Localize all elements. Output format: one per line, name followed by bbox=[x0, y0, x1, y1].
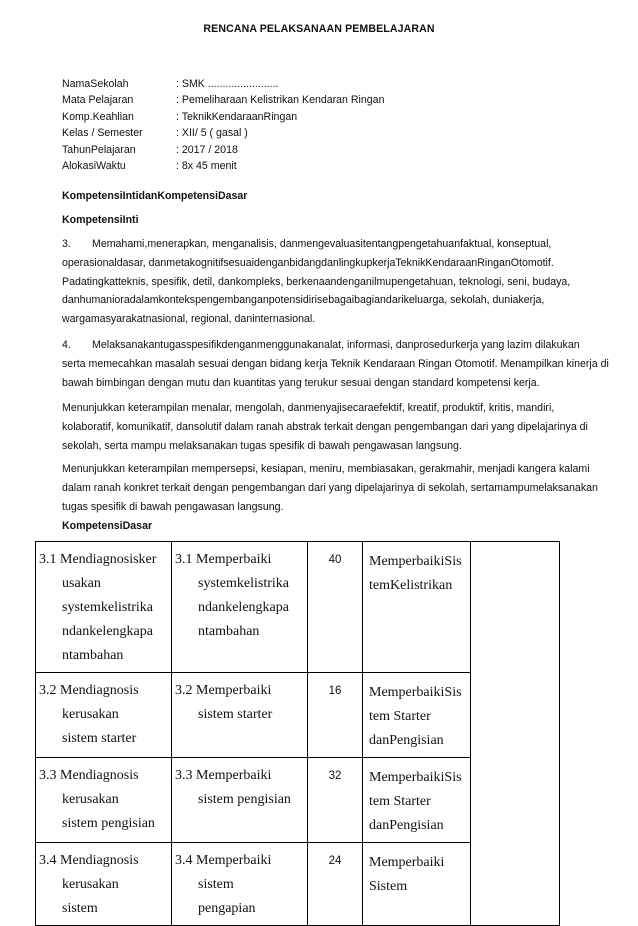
kd-table bbox=[35, 541, 560, 926]
info-label: AlokasiWaktu bbox=[62, 159, 126, 172]
cell-line: Sistem bbox=[369, 879, 408, 894]
cell-line: tem Starter bbox=[369, 709, 431, 724]
hours-value: 24 bbox=[328, 855, 342, 867]
cell-line: 3.2 Mendiagnosis bbox=[39, 683, 139, 698]
info-row-school bbox=[62, 76, 384, 92]
cell-line: 3.1 Memperbaiki bbox=[175, 552, 272, 567]
cell-line: 3.2 Memperbaiki bbox=[175, 683, 272, 698]
hours-value: 40 bbox=[328, 554, 342, 566]
kd-cell-material bbox=[363, 758, 471, 843]
ki4-line: bawah bimbingan dengan mutu dan kuantitas yang terukur sesuai dengan standard kompetensi kerja. bbox=[62, 376, 540, 389]
cell-line: 3.4 Mendiagnosis bbox=[39, 853, 139, 868]
kd-cell-material bbox=[363, 542, 471, 673]
identity-block bbox=[62, 76, 384, 174]
ki4-paragraph bbox=[62, 336, 609, 392]
cell-line: systemkelistrika bbox=[198, 576, 289, 591]
info-label: Komp.Keahlian bbox=[62, 110, 134, 123]
cell-line: tem Starter bbox=[369, 794, 431, 809]
cell-line: systemkelistrika bbox=[62, 600, 153, 615]
cell-line: danPengisian bbox=[369, 818, 444, 833]
info-label: TahunPelajaran bbox=[62, 143, 136, 156]
cell-line: 3.3 Mendiagnosis bbox=[39, 768, 139, 783]
cell-line: 3.4 Memperbaiki bbox=[175, 853, 272, 868]
cell-line: kerusakan bbox=[62, 877, 119, 892]
info-row-class-semester bbox=[62, 125, 384, 141]
kd-cell-repair bbox=[172, 758, 308, 843]
kd-cell-diagnose bbox=[36, 673, 172, 758]
heading-ki-kd: KompetensiIntidanKompetensiDasar bbox=[62, 190, 248, 202]
hours-value: 32 bbox=[328, 770, 342, 782]
ki3-line: Padatingkatteknis, spesifik, detil, dankompleks, berkenaandenganilmupengetahuan, teknologi, seni, budaya, bbox=[62, 275, 571, 288]
kd-cell-diagnose bbox=[36, 843, 172, 926]
info-value: : TeknikKendaraanRingan bbox=[176, 110, 298, 123]
cell-line: sistem bbox=[62, 901, 98, 916]
info-value: : 8x 45 menit bbox=[176, 159, 237, 172]
cell-line: sistem bbox=[198, 877, 234, 892]
cell-line: temKelistrikan bbox=[369, 578, 453, 593]
paragraph-line: sekolah, serta mampu melaksanakan tugas spesifik di bawah pengawasan langsung. bbox=[62, 439, 462, 452]
cell-line: MemperbaikiSis bbox=[369, 554, 462, 569]
info-value: : 2017 / 2018 bbox=[176, 143, 238, 156]
ki3-line: wargamasyarakatnasional, regional, daninternasional. bbox=[62, 313, 316, 326]
cell-line: usakan bbox=[62, 576, 101, 591]
cell-line: kerusakan bbox=[62, 707, 119, 722]
cell-line: danPengisian bbox=[369, 733, 444, 748]
cell-line: pengapian bbox=[198, 901, 256, 916]
cell-line: MemperbaikiSis bbox=[369, 685, 462, 700]
ki4-line: serta memecahkan masalah sesuai dengan bidang kerja Teknik Kendaraan Ringan Otomotif. Menampilkan kinerja di bbox=[62, 357, 609, 370]
info-value: : Pemeliharaan Kelistrikan Kendaran Ringan bbox=[176, 94, 385, 107]
document-title: RENCANA PELAKSANAAN PEMBELAJARAN bbox=[203, 23, 435, 35]
kd-cell-diagnose bbox=[36, 542, 172, 673]
ki3-line bbox=[62, 235, 570, 254]
kd-cell-material bbox=[363, 673, 471, 758]
paragraph-line: Menunjukkan keterampilan mempersepsi, kesiapan, meniru, membiasakan, gerakmahir, menjadi kangera kalami bbox=[62, 463, 590, 475]
hours-value: 16 bbox=[328, 685, 342, 697]
cell-line: sistem starter bbox=[62, 731, 137, 746]
kd-cell-hours bbox=[308, 542, 363, 673]
info-label: Kelas / Semester bbox=[62, 127, 143, 140]
ki3-paragraph bbox=[62, 235, 570, 329]
cell-line: MemperbaikiSis bbox=[369, 770, 462, 785]
info-row-time bbox=[62, 158, 384, 174]
info-label: NamaSekolah bbox=[62, 78, 129, 90]
heading-kd: KompetensiDasar bbox=[62, 520, 153, 532]
ki3-line: operasionaldasar, danmetakognitifsesuaidenganbidangdanlingkupkerjaTeknikKendaraanRinganOtomotif. bbox=[62, 256, 554, 269]
kd-cell-diagnose bbox=[36, 758, 172, 843]
kd-cell-material bbox=[363, 843, 471, 926]
ki3-text: Memahami,menerapkan, menganalisis, danmengevaluasitentangpengetahuanfaktual, konseptual, bbox=[92, 238, 552, 250]
cell-line: ndankelengkapa bbox=[62, 624, 153, 639]
ki3-line: danhumanioradalamkontekspengembanganpotensidirisebagaibagiandarikeluarga, sekolah, duniakerja, bbox=[62, 294, 545, 307]
paragraph-line: Menunjukkan keterampilan menalar, mengolah, danmenyajisecaraefektif, kreatif, produktif, kritis, mandiri, bbox=[62, 402, 555, 414]
cell-line: Memperbaiki bbox=[369, 855, 445, 870]
ki3-number: 3. bbox=[62, 238, 71, 250]
paragraph-line: tugas spesifik di bawah pengawasan langsung. bbox=[62, 500, 284, 513]
cell-line: sistem starter bbox=[198, 707, 273, 722]
kd-cell-repair bbox=[172, 673, 308, 758]
cell-line: 3.3 Memperbaiki bbox=[175, 768, 272, 783]
cell-line: kerusakan bbox=[62, 792, 119, 807]
kd-cell-empty bbox=[471, 542, 560, 926]
cell-line: ntambahan bbox=[62, 648, 124, 663]
kd-cell-hours bbox=[308, 843, 363, 926]
info-label: Mata Pelajaran bbox=[62, 94, 134, 107]
kd-cell-hours bbox=[308, 758, 363, 843]
info-row-subject bbox=[62, 92, 384, 108]
cell-line: ntambahan bbox=[198, 624, 260, 639]
kd-cell-repair bbox=[172, 542, 308, 673]
info-row-competency bbox=[62, 109, 384, 125]
kd-cell-hours bbox=[308, 673, 363, 758]
cell-line: sistem pengisian bbox=[198, 792, 291, 807]
skills-paragraph-1 bbox=[62, 399, 588, 455]
cell-line: 3.1 Mendiagnosisker bbox=[39, 552, 157, 567]
ki4-number: 4. bbox=[62, 339, 71, 351]
info-row-year bbox=[62, 142, 384, 158]
paragraph-line: kolaboratif, komunikatif, dansolutif dalam ranah abstrak terkait dengan pengembangan dari yang dipelajarinya di bbox=[62, 420, 588, 433]
cell-line: ndankelengkapa bbox=[198, 600, 289, 615]
kd-cell-repair bbox=[172, 843, 308, 926]
paragraph-line: dalam ranah konkret terkait dengan pengembangan dari yang dipelajarinya di sekolah, sertamampumelaksanakan bbox=[62, 481, 598, 494]
info-value: : XII/ 5 ( gasal ) bbox=[176, 127, 248, 140]
cell-line: sistem pengisian bbox=[62, 816, 155, 831]
info-value: : SMK ........................ bbox=[176, 78, 279, 90]
skills-paragraph-2 bbox=[62, 460, 598, 516]
table-row bbox=[36, 542, 560, 673]
ki4-text: Melaksanakantugasspesifikdenganmenggunakanalat, informasi, danprosedurkerja yang lazim dilakukan bbox=[92, 339, 580, 351]
heading-ki: KompetensiInti bbox=[62, 214, 139, 226]
ki4-line bbox=[62, 336, 609, 355]
